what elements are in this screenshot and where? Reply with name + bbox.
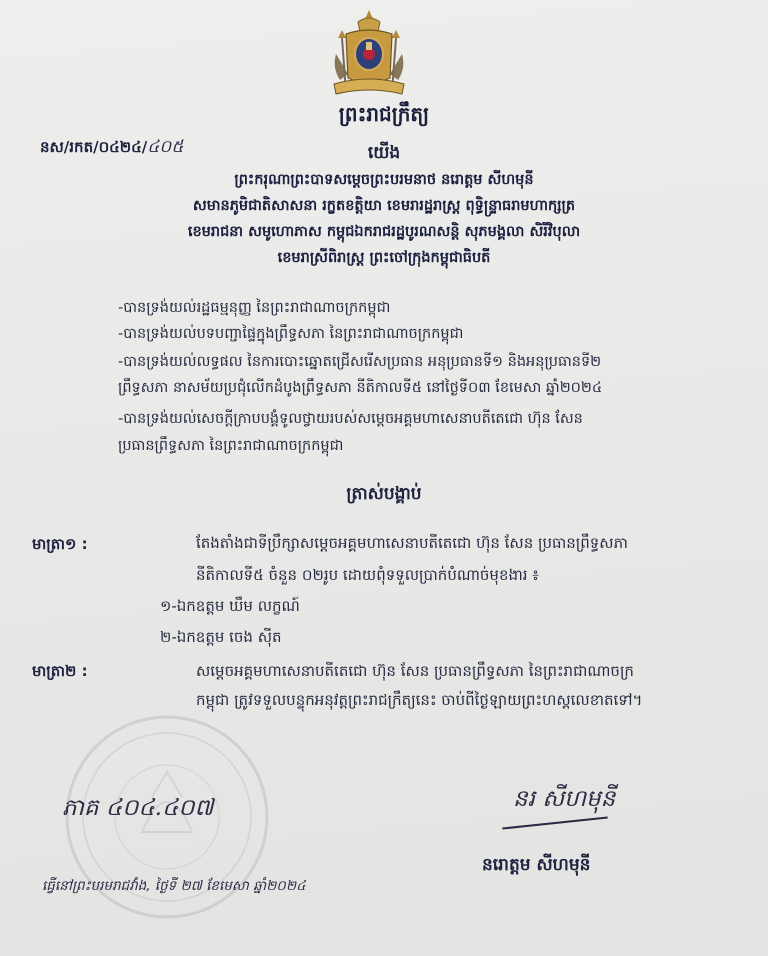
consideration-4: -បានទ្រង់យល់សេចក្តីក្រាបបង្គំទូលថ្វាយរបស់សម្តេចអគ្គមហាសេនាបតីតេជោ ហ៊ុន សែន [118,411,583,427]
handwritten-date: ភាគ ៤០៤.៤០៧ [62,795,214,821]
article-1-label: មាត្រា១ : [32,535,88,553]
article-2-line-1: សម្តេចអគ្គមហាសេនាបតីតេជោ ហ៊ុន សែន ប្រធានព្រឹទ្ធសភា នៃព្រះរាជាណាចក្រ [196,662,634,680]
article-1-line-1: តែងតាំងជាទីប្រឹក្សាសម្តេចអគ្គមហាសេនាបតីតេជោ ហ៊ុន សែន ប្រធានព្រឹទ្ធសភា [196,534,628,552]
article-2-label: មាត្រា២ : [32,662,88,680]
reference-prefix: នស/រកត/០៤២៤/ [40,138,148,156]
consideration-2: -បានទ្រង់យល់បទបញ្ជាផ្ទៃក្នុងព្រឹទ្ធសភា នៃព្រះរាជាណាចក្រកម្ពុជា [118,326,464,342]
article-2-line-2: កម្ពុជា ត្រូវទទួលបន្ទុកអនុវត្តព្រះរាជក្រឹត្យនេះ ចាប់ពីថ្ងៃឡាយព្រះហស្តលេខាតទៅ។ [196,691,643,709]
royal-title-line-4: ខេមរាស្រីពិរាស្ត្រ ព្រះចៅក្រុងកម្ពុជាធិបតី [277,250,491,266]
article-1-member-2: ២-ឯកឧត្តម ចេង ស៊ីត [160,628,282,646]
royal-title-line-3: ខេមរាជនា សមូហោភាស កម្ពុជឯករាជរដ្ឋបូរណសន្តិ សុភមង្គលា សិរីវិបុលា [187,224,581,240]
royal-title-line-2: សមានភូមិជាតិសាសនា រក្ខតខត្តិយា ខេមរារដ្ឋរាស្ត្រ ពុទ្ធិន្ទ្រាធរាមហាក្សត្រ [192,198,576,214]
place-and-date: ធ្វើនៅព្រះបរមរាជវាំង, ថ្ងៃទី ២៧ ខែមេសា ឆ្នាំ២០២៤ [42,878,306,894]
royal-coat-of-arms-icon [328,8,410,100]
document-title: ព្រះរាជក្រឹត្យ [338,102,430,126]
signature-underline [502,816,608,829]
article-1-member-1: ១-ឯកឧត្តម ឃឹម លក្ខណ៍ [160,597,300,615]
we-heading: យើង [367,143,401,163]
article-1-line-2: នីតិកាលទី៥ ចំនួន ០២រូប ដោយពុំទទួលប្រាក់បំណាច់មុខងារ ៖ [196,566,539,584]
decree-heading: ត្រាស់បង្គាប់ [346,484,422,504]
consideration-4-continued: ប្រធានព្រឹទ្ធសភា នៃព្រះរាជាណាចក្រកម្ពុជា [118,438,344,454]
consideration-3: -បានទ្រង់យល់លទ្ធផល នៃការបោះឆ្នោតជ្រើសរើសប្រធាន អនុប្រធានទី១ និងអនុប្រធានទី២ [118,354,602,370]
signatory-name: នរោត្តម សីហមុនី [482,855,591,875]
consideration-3-continued: ព្រឹទ្ធសភា នាសម័យប្រជុំលើកដំបូងព្រឹទ្ធសភា នីតិកាលទី៥ នៅថ្ងៃទី០៣ ខែមេសា ឆ្នាំ២០២៤ [118,380,603,396]
reference-handwritten-number: ៤០៥ [147,137,184,157]
royal-title-line-1: ព្រះករុណាព្រះបាទសម្តេចព្រះបរមនាថ នរោត្តម សីហមុនី [234,172,534,188]
royal-signature: នរ សីហមុនី [513,786,616,812]
consideration-1: -បានទ្រង់យល់រដ្ឋធម្មនុញ្ញ នៃព្រះរាជាណាចក្រកម្ពុជា [118,300,391,316]
